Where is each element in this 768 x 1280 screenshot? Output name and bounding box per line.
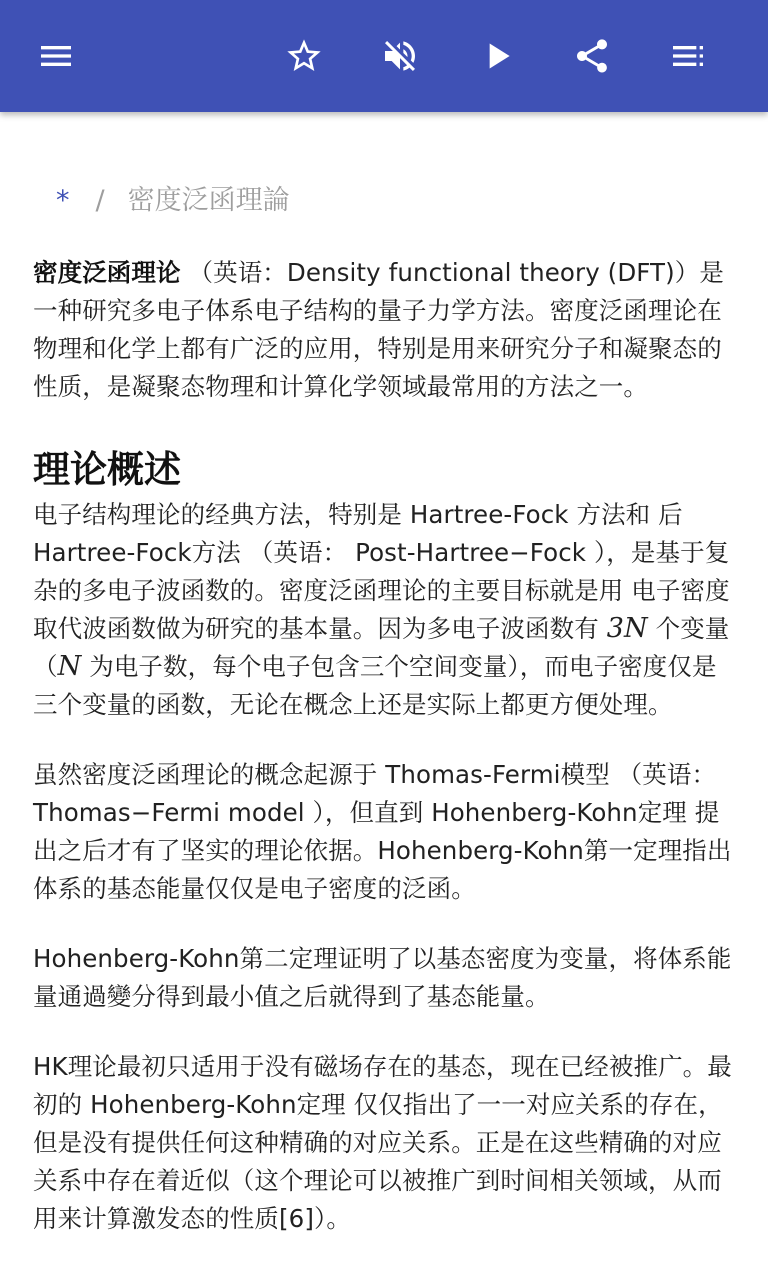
overview-text-c: 为电子数，每个电子包含三个空间变量），而电子密度仅是三个变量的函数，无论在概念上还是实际上都更方便处理。 <box>33 652 717 719</box>
breadcrumb-current: 密度泛函理論 <box>127 185 290 216</box>
breadcrumb-home-link[interactable]: * <box>56 185 70 216</box>
playlist-icon <box>668 36 708 76</box>
star-outline-icon <box>284 36 324 76</box>
play-button[interactable] <box>470 28 526 84</box>
favorite-button[interactable] <box>276 28 332 84</box>
play-icon <box>478 36 518 76</box>
breadcrumb-separator: / <box>95 185 105 216</box>
thomas-fermi-paragraph: 虽然密度泛函理论的概念起源于 Thomas-Fermi模型 （英语： Thomas−Fermi model ），但直到 Hohenberg-Kohn定理 提出之后才有了坚实的理论依据。Hohenberg-Kohn第一定理指出体系的基态能量仅仅是电子密度的泛函。 <box>33 760 732 903</box>
share-icon <box>572 36 612 76</box>
overview-text-b: 个变量（ <box>33 614 730 681</box>
volume-off-icon <box>380 36 420 76</box>
breadcrumb <box>56 178 290 217</box>
playlist-button[interactable] <box>660 28 716 84</box>
article-body <box>33 254 737 1238</box>
article-title-term: 密度泛函理论 <box>33 258 181 287</box>
overview-text-a: 电子结构理论的经典方法，特别是 Hartree-Fock 方法和 后Hartree-Fock方法 （英语： Post-Hartree−Fock ），是基于复杂的多电子波函数的。密度泛函理论的主要目标就是用 电子密度 取代波函数做为研究的基本量。因为多电子波函数有 <box>33 500 730 643</box>
share-button[interactable] <box>564 28 620 84</box>
app-bar <box>0 0 768 112</box>
menu-icon <box>36 36 76 76</box>
intro-paragraph <box>33 254 737 406</box>
overview-paragraph <box>33 496 737 724</box>
menu-button[interactable] <box>28 28 84 84</box>
math-n: N <box>57 651 82 682</box>
section-heading: 理论概述 <box>33 448 181 491</box>
hk-second-theorem-paragraph: Hohenberg-Kohn第二定理证明了以基态密度为变量，将体系能量通過變分得到最小值之后就得到了基态能量。 <box>33 944 732 1011</box>
mute-button[interactable] <box>372 28 428 84</box>
hk-theory-paragraph: HK理论最初只适用于没有磁场存在的基态，现在已经被推广。最初的 Hohenberg-Kohn定理 仅仅指出了一一对应关系的存在，但是没有提供任何这种精确的对应关系。正是在这些精确的对应关系中存在着近似（这个理论可以被推广到时间相关领域，从而用来计算激发态的性质[6]）。 <box>33 1052 732 1233</box>
math-3n: 3N <box>606 613 648 644</box>
intro-text: （英语：Density functional theory (DFT)）是一种研究多电子体系电子结构的量子力学方法。密度泛函理论在物理和化学上都有广泛的应用，特别是用来研究分子和凝聚态的性质，是凝聚态物理和计算化学领域最常用的方法之一。 <box>33 258 724 401</box>
